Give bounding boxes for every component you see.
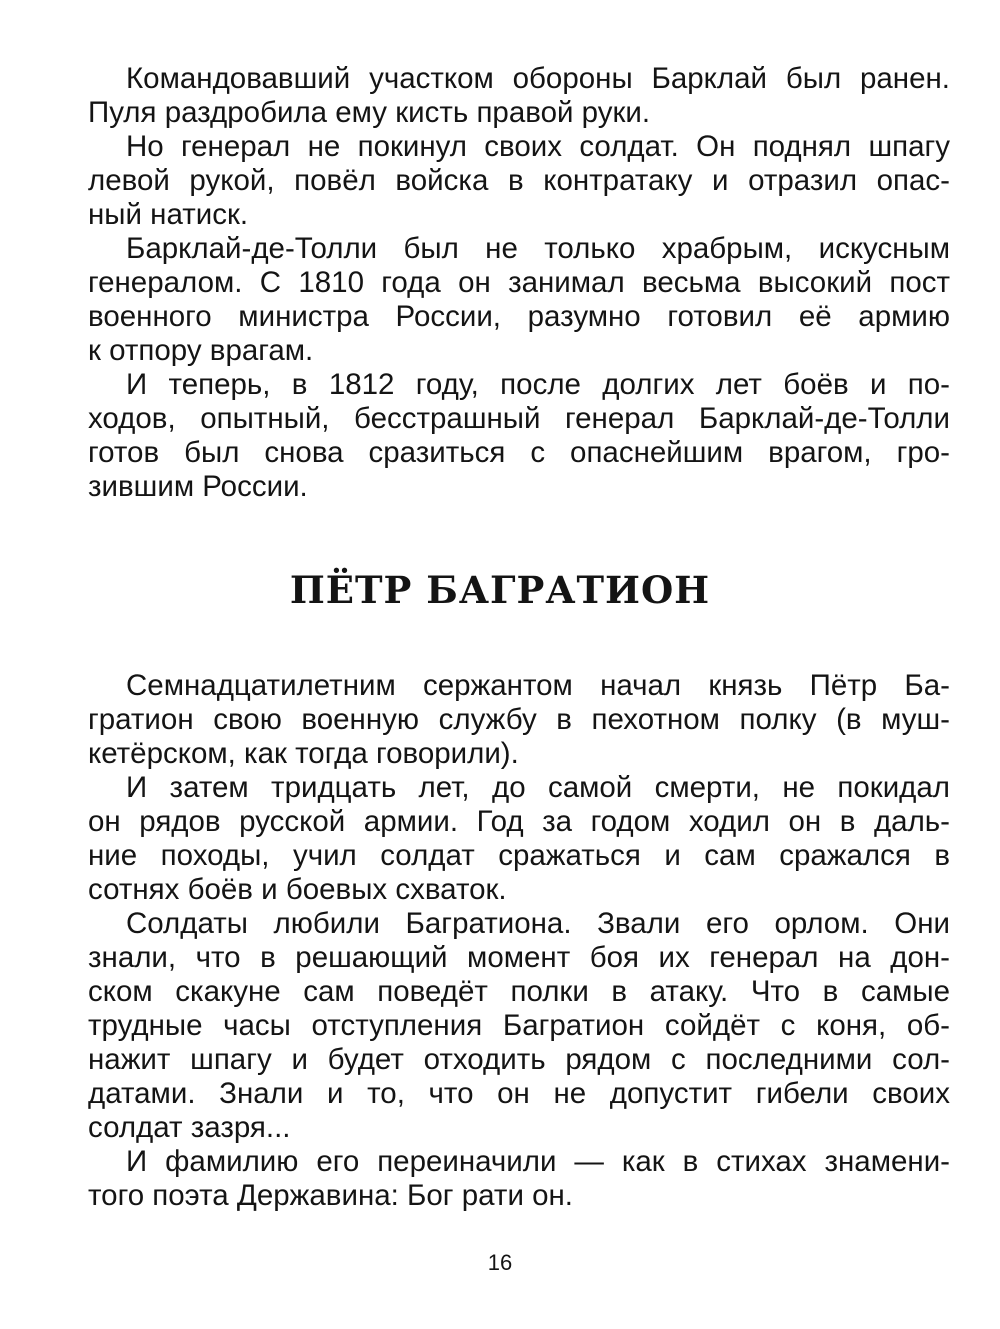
text-line: Но генерал не покинул своих солдат. Он поднял шпагу — [126, 130, 950, 163]
page-number: 16 — [487, 1250, 513, 1275]
text-line: И теперь, в 1812 году, после долгих лет боёв и по- — [126, 368, 950, 401]
text-line: ходов, опытный, бесстрашный генерал Барклай-де-Толли — [88, 402, 950, 435]
section-bagration — [88, 669, 950, 1213]
paragraph — [88, 907, 950, 1145]
paragraph — [88, 368, 950, 504]
text-line: Командовавший участком обороны Барклай был ранен. — [126, 62, 950, 95]
text-line: того поэта Державина: Бог рати он. — [88, 1179, 574, 1212]
text-line: кетёрском, как тогда говорили). — [88, 737, 519, 770]
text-line: ный натиск. — [88, 198, 249, 231]
text-line: к отпору врагам. — [88, 334, 314, 367]
text-line: генералом. С 1810 года он занимал весьма высокий пост — [88, 266, 950, 299]
text-line: левой рукой, повёл войска в контратаку и отразил опас- — [88, 164, 950, 197]
paragraph — [88, 669, 950, 771]
section-heading: ПЁТР БАГРАТИОН — [289, 568, 711, 612]
paragraph — [88, 771, 950, 907]
text-line: солдат зазря... — [88, 1111, 291, 1144]
text-line: сотнях боёв и боевых схваток. — [88, 873, 507, 906]
text-line: готов был снова сразиться с опаснейшим врагом, гро- — [88, 436, 950, 469]
text-line: военного министра России, разумно готовил её армию — [88, 300, 950, 333]
text-line: знали, что в решающий момент боя их генерал на дон- — [88, 941, 950, 974]
text-line: гратион свою военную службу в пехотном полку (в муш- — [88, 703, 950, 736]
text-line: он рядов русской армии. Год за годом ходил он в даль- — [88, 805, 950, 838]
text-line: ние походы, учил солдат сражаться и сам сражался в — [88, 839, 950, 872]
text-line: зившим России. — [88, 470, 308, 503]
text-line: датами. Знали и то, что он не допустит гибели своих — [88, 1077, 950, 1110]
text-line: Барклай-де-Толли был не только храбрым, искусным — [126, 232, 950, 265]
paragraph — [88, 130, 950, 232]
text-line: ском скакуне сам поведёт полки в атаку. Что в самые — [88, 975, 950, 1008]
paragraph — [88, 1145, 950, 1213]
text-line: Солдаты любили Багратиона. Звали его орлом. Они — [126, 907, 950, 940]
section-barclay — [88, 62, 950, 504]
text-line: Пуля раздробила ему кисть правой руки. — [88, 96, 651, 129]
text-line: Семнадцатилетним сержантом начал князь Пётр Ба- — [126, 669, 950, 702]
paragraph — [88, 232, 950, 368]
text-line: нажит шпагу и будет отходить рядом с последними сол- — [88, 1043, 950, 1076]
paragraph — [88, 62, 950, 130]
text-line: И затем тридцать лет, до самой смерти, не покидал — [126, 771, 950, 804]
text-line: трудные часы отступления Багратион сойдёт с коня, об- — [88, 1009, 950, 1042]
text-line: И фамилию его переиначили — как в стихах знамени- — [126, 1145, 950, 1178]
